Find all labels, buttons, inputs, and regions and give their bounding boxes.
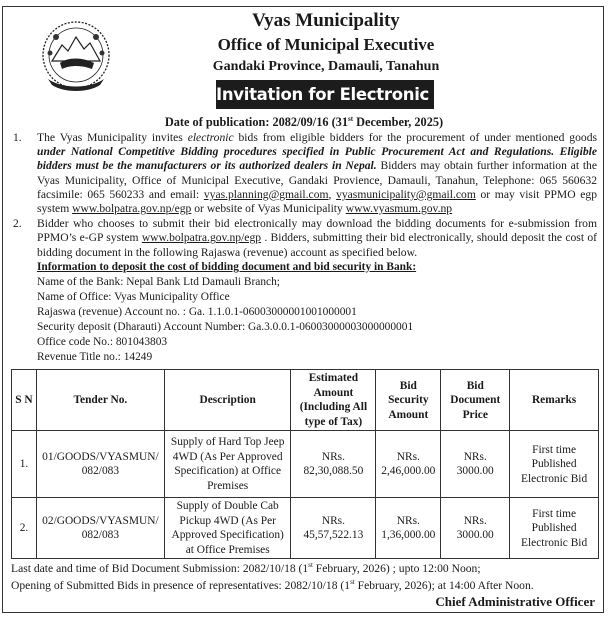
cell-document-price: NRs. 3000.00 <box>441 431 510 498</box>
tender-table <box>11 369 599 559</box>
office-name-line: Name of Office: Vyas Municipality Office <box>37 291 230 304</box>
header-description: Description <box>164 370 291 431</box>
cell-estimated-amount: NRs. 82,30,088.50 <box>291 431 376 498</box>
paragraph-2: 2. Bidder who chooses to submit their bid electronically may download the bidding documents for e-submission from PPMO’s e-GP system www.bolpatra.gov.np/egp . Bidders, submitting their bid electronically, should deposit the cost of bidding document in the following Rajaswa (revenue) account as specified below. <box>13 217 597 259</box>
cell-sn: 2. <box>12 498 37 559</box>
bank-info-title: Information to deposit the cost of bidding document and bid security in Bank: <box>37 260 417 273</box>
bank-name: Name of the Bank: Nepal Bank Ltd Damauli Branch; <box>37 275 280 288</box>
paragraph-number: 2. <box>13 217 22 231</box>
submission-deadline: Last date and time of Bid Document Submission: 2082/10/18 (1st February, 2026) ; upto 12:00 Noon; <box>11 561 481 576</box>
cell-remarks: First time Published Electronic Bid <box>510 431 599 498</box>
header-remarks: Remarks <box>510 370 599 431</box>
link-bolpatra[interactable]: www.bolpatra.gov.np/egp <box>72 202 192 216</box>
table-row <box>12 431 599 498</box>
header-tender-no: Tender No. <box>36 370 164 431</box>
header-document-price: Bid Document Price <box>441 370 510 431</box>
signatory: Chief Administrative Officer <box>435 594 595 610</box>
header-sn: S N <box>12 370 37 431</box>
cell-tender-no: 02/GOODS/VYASMUN/ 082/083 <box>36 498 164 559</box>
bank-information <box>37 260 597 366</box>
paragraph-1: 1. The Vyas Municipality invites electronic bids from eligible bidders for the procurement of under mentioned goods under National Competitive Bidding procedures specified in Public Procurement Act and Regulations. Eligible bidders must be the manufacturers or its authorized dealers in Nepal. Bidders may obtain further information at the Vyas Municipality, Office of Municipal Executive, Gandaki Provience, Damauli, Tanahun, Telephone: 065 560632 facsimile: 065 560233 and email: vyas.planning@gmail.com, vyasmunicipality@gmail.com or may visit PPMO egp system www.bolpatra.gov.np/egp or website of Vyas Municipality www.vyasmum.gov.np <box>13 131 598 216</box>
link-bolpatra-egp[interactable]: www.bolpatra.gov.np/egp <box>141 231 262 245</box>
publication-date: Date of publication: 2082/09/16 (31st December, 2025) <box>164 114 444 129</box>
table-row <box>12 498 599 559</box>
revenue-title: Revenue Title no.: 14249 <box>37 351 153 364</box>
cell-estimated-amount: NRs. 45,57,522.13 <box>291 498 376 559</box>
cell-bid-security: NRs. 1,36,000.00 <box>376 498 441 559</box>
email-link-municipality[interactable]: vyasmunicipality@gmail.com <box>336 187 476 201</box>
table-header-row <box>12 370 599 431</box>
bid-opening-time: Opening of Submitted Bids in presence of representatives: 2082/10/18 (1st February, 2026); at 14:00 After Noon. <box>11 578 534 593</box>
cell-sn: 1. <box>12 431 37 498</box>
header-bid-security: Bid Security Amount <box>376 370 441 431</box>
eligibility-statement: under National Competitive Bidding procedures specified in Public Procurement Act and Regulations. Eligible bidders must be the manufacturers or its authorized dealers in Nepal. <box>37 145 597 173</box>
cell-document-price: NRs. 3000.00 <box>441 498 510 559</box>
paragraph-number: 1. <box>13 131 22 144</box>
nepal-government-emblem-icon <box>38 17 114 97</box>
cell-bid-security: NRs. 2,46,000.00 <box>376 431 441 498</box>
office-name: Office of Municipal Executive <box>217 35 435 54</box>
link-municipality-website[interactable]: www.vyasmum.gov.np <box>345 202 453 216</box>
office-code: Office code No.: 801043803 <box>37 336 168 349</box>
email-link-planning[interactable]: vyas.planning@gmail.com <box>203 187 329 201</box>
cell-description: Supply of Hard Top Jeep 4WD (As Per Approved Specification) at Office Premises <box>164 431 291 498</box>
cell-remarks: First time Published Electronic Bid <box>510 498 599 559</box>
revenue-account: Rajaswa (revenue) Account no. : Ga. 1.1.0.1-06003000001001000001 <box>37 306 357 319</box>
notice-header <box>11 9 597 113</box>
municipality-name: Vyas Municipality <box>252 10 400 31</box>
notice-title-banner: Invitation for Electronic Bids <box>216 80 434 109</box>
security-deposit-account: Security deposit (Dharauti) Account Number: Ga.3.0.0.1-06003000003000000001 <box>37 321 414 334</box>
notice-border <box>2 6 604 613</box>
cell-tender-no: 01/GOODS/VYASMUN/ 082/083 <box>36 431 164 498</box>
header-estimated-amount: Estimated Amount (Including All type of Tax) <box>291 370 376 431</box>
office-location: Gandaki Province, Damauli, Tanahun <box>212 59 440 74</box>
cell-description: Supply of Double Cab Pickup 4WD (As Per Approved Specification) at Office Premises <box>164 498 291 559</box>
